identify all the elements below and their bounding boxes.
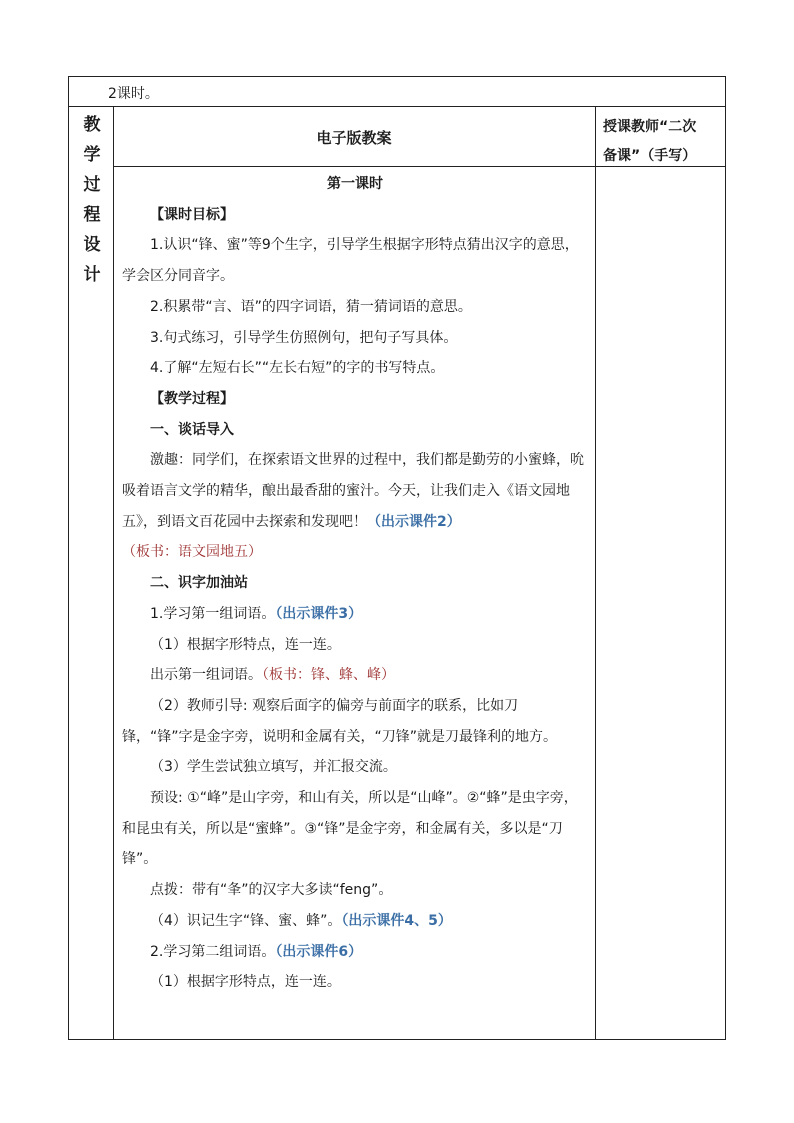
step-text: 1.学习第一组词语。 (150, 605, 276, 622)
section-heading: 一、谈话导入 (150, 421, 234, 438)
side-label-char: 计 (83, 265, 101, 285)
table-column-divider-2 (595, 106, 596, 1040)
side-label-char: 过 (83, 175, 101, 195)
intro-paragraph (122, 445, 588, 568)
courseware-note: （出示课件4、5） (341, 912, 452, 929)
step-item (122, 906, 588, 937)
step-item (122, 937, 588, 968)
top-row-text: 2课时。 (108, 86, 159, 102)
step-item: 点拨：带有“夆”的汉字大多读“feng”。 (150, 882, 393, 899)
teacher-notes-header-line2: 备课”（手写） (603, 148, 697, 164)
goal-item: 1.认识“锋、蜜”等9个生字，引导学生根据字形特点猜出汉字的意思，学会区分同音字。 (122, 237, 579, 285)
lesson-title: 第一课时 (327, 176, 383, 192)
table-column-divider-1 (113, 106, 114, 1040)
side-label-char: 学 (83, 145, 101, 165)
step-item: （1）根据字形特点，连一连。 (150, 974, 341, 991)
process-heading: 【教学过程】 (150, 390, 234, 407)
board-note: （板书：锋、蜂、峰） (262, 667, 395, 684)
side-label-char: 程 (83, 205, 101, 225)
goal-item: 4.了解“左短右长”“左长右短”的字的书写特点。 (150, 360, 445, 377)
step-text: 出示第一组词语。 (150, 667, 262, 684)
step-item (122, 660, 588, 691)
goal-item: 2.积累带“言、语”的四字词语，猜一猜词语的意思。 (150, 298, 472, 315)
table-border-right (725, 76, 726, 1040)
step-item (122, 599, 588, 630)
teacher-notes-header-line1: 授课教师“二次 (603, 119, 697, 135)
intro-text: 激趣：同学们，在探索语文世界的过程中，我们都是勤劳的小蜜蜂，吮吸着语言文学的精华，酿出最香甜的蜜汁。今天，让我们走入《语文园地五》，到语文百花园中去探索和发现吧！ (122, 452, 584, 530)
step-item: （1）根据字形特点，连一连。 (150, 636, 341, 653)
step-item: 预设: ①“峰”是山字旁，和山有关，所以是“山峰”。②“蜂”是虫字旁，和昆虫有关，所以是“蜜蜂”。③“锋”是金字旁，和金属有关，多以是“刀锋”。 (122, 790, 578, 868)
teacher-notes-header (603, 113, 721, 171)
table-border-left (68, 76, 69, 1040)
courseware-note: （出示课件6） (275, 943, 363, 960)
side-label (75, 110, 109, 290)
step-item: （3）学生尝试独立填写，并汇报交流。 (150, 759, 397, 776)
side-label-char: 设 (83, 235, 101, 255)
section-heading: 二、识字加油站 (150, 575, 248, 592)
step-text: 2.学习第二组词语。 (150, 943, 276, 960)
goals-heading: 【课时目标】 (150, 206, 234, 223)
step-item: （2）教师引导: 观察后面字的偏旁与前面字的联系，比如刀锋，“锋”字是金字旁，说明和金属有关，“刀锋”就是刀最锋利的地方。 (122, 697, 558, 745)
goal-item: 3.句式练习，引导学生仿照例句，把句子写具体。 (150, 329, 458, 346)
lesson-content (122, 169, 588, 998)
board-note: （板书：语文园地五） (122, 544, 262, 561)
table-border-top (68, 76, 726, 77)
table-border-bottom (68, 1039, 726, 1040)
courseware-note: （出示课件2） (367, 513, 461, 530)
courseware-note: （出示课件3） (275, 605, 363, 622)
side-label-char: 教 (83, 115, 101, 135)
step-text: （4）识记生字“锋、蜜、蜂”。 (150, 912, 342, 929)
electronic-plan-header: 电子版教案 (316, 129, 392, 147)
table-row-divider (68, 106, 726, 107)
